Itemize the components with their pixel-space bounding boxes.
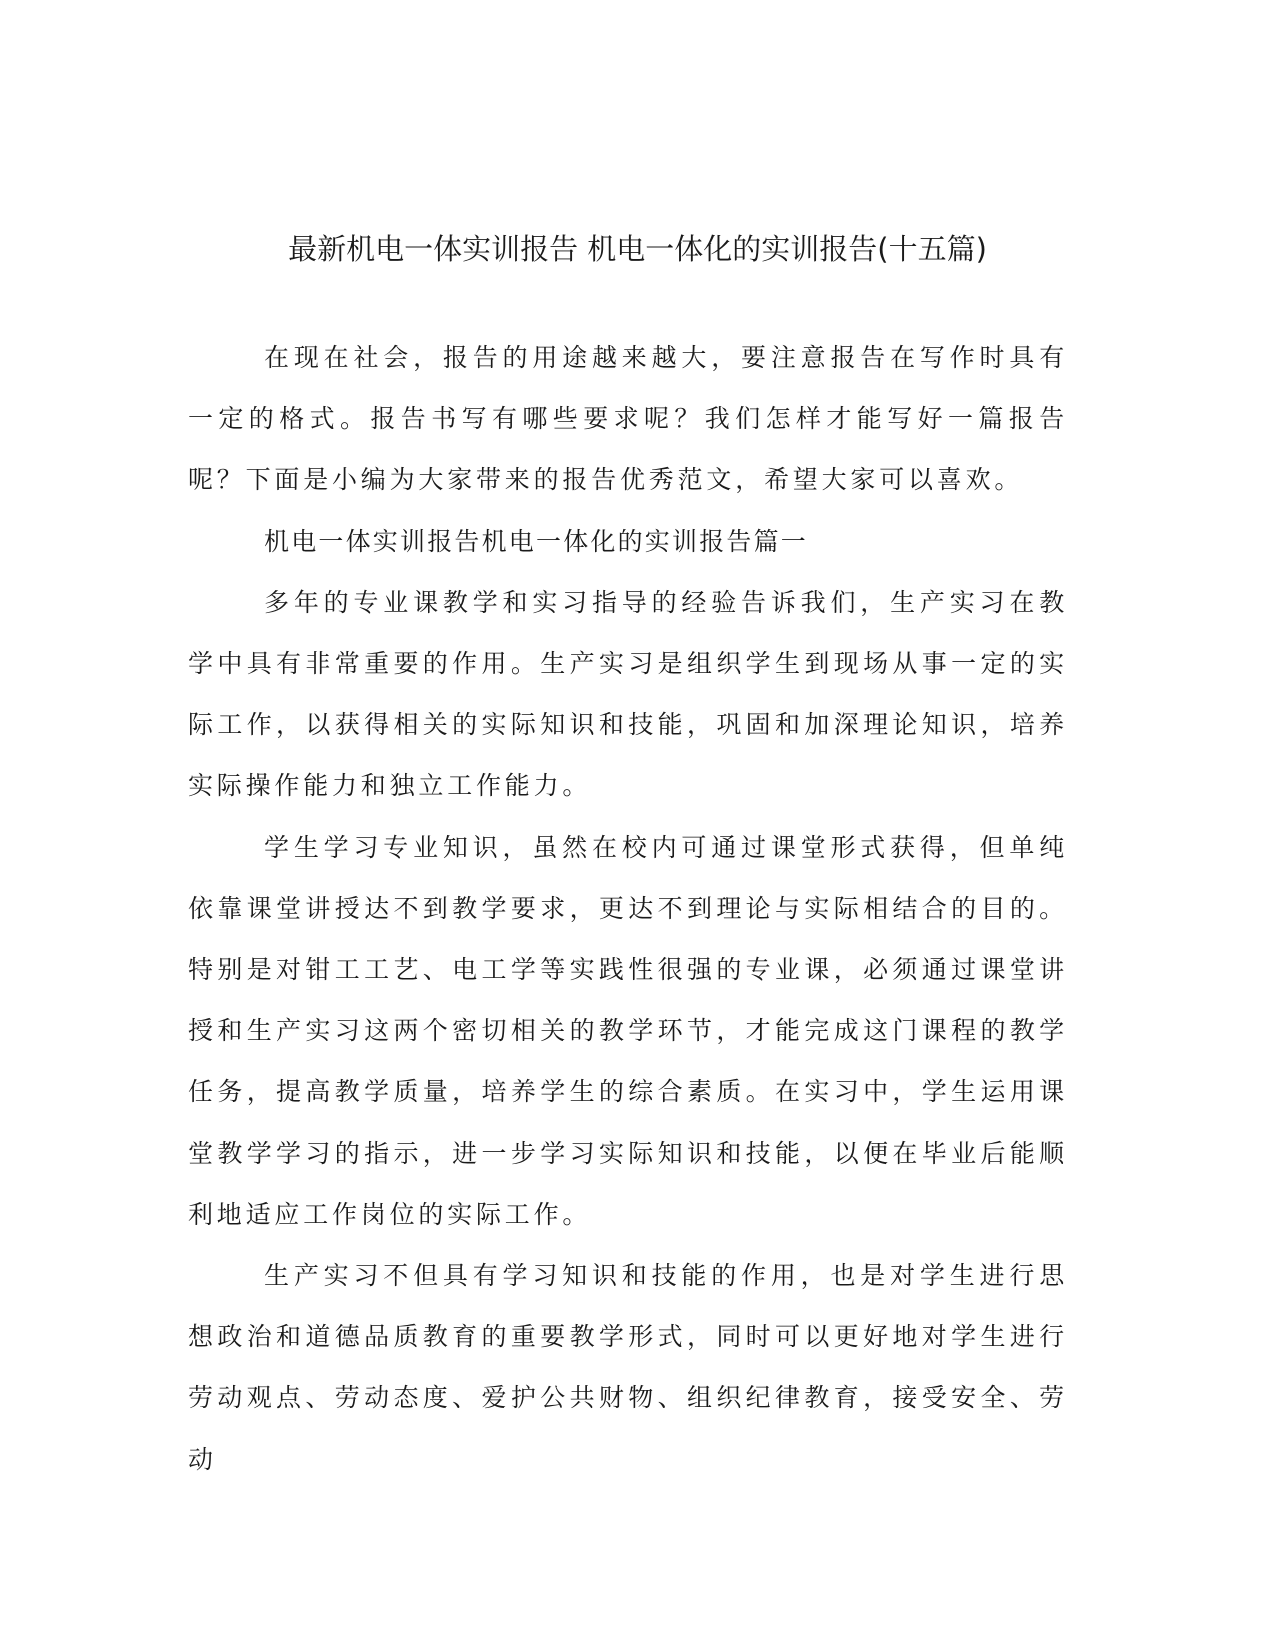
paragraph-body: 学生学习专业知识，虽然在校内可通过课堂形式获得，但单纯依靠课堂讲授达不到教学要求，更达不到理论与实际相结合的目的。特别是对钳工工艺、电工学等实践性很强的专业课，必须通过课堂讲授和生产实习这两个密切相关的教学环节，才能完成这门课程的教学任务，提高教学质量，培养学生的综合素质。在实习中，学生运用课堂教学学习的指示，进一步学习实际知识和技能，以便在毕业后能顺利地适应工作岗位的实际工作。 xyxy=(188,832,1068,1229)
paragraph-body: 多年的专业课教学和实习指导的经验告诉我们，生产实习在教学中具有非常重要的作用。生产实习是组织学生到现场从事一定的实际工作，以获得相关的实际知识和技能，巩固和加深理论知识，培养实际操作能力和独立工作能力。 xyxy=(188,587,1068,801)
section-heading: 机电一体实训报告机电一体化的实训报告篇一 xyxy=(264,526,809,556)
document-title: 最新机电一体实训报告 机电一体化的实训报告(十五篇) xyxy=(288,232,987,267)
document-body xyxy=(188,327,1068,1490)
paragraph-intro: 在现在社会，报告的用途越来越大，要注意报告在写作时具有一定的格式。报告书写有哪些要求呢？我们怎样才能写好一篇报告呢？下面是小编为大家带来的报告优秀范文，希望大家可以喜欢。 xyxy=(188,343,1068,495)
paragraph-body: 生产实习不但具有学习知识和技能的作用，也是对学生进行思想政治和道德品质教育的重要教学形式，同时可以更好地对学生进行劳动观点、劳动态度、爱护公共财物、组织纪律教育，接受安全、劳动 xyxy=(188,1261,1068,1474)
